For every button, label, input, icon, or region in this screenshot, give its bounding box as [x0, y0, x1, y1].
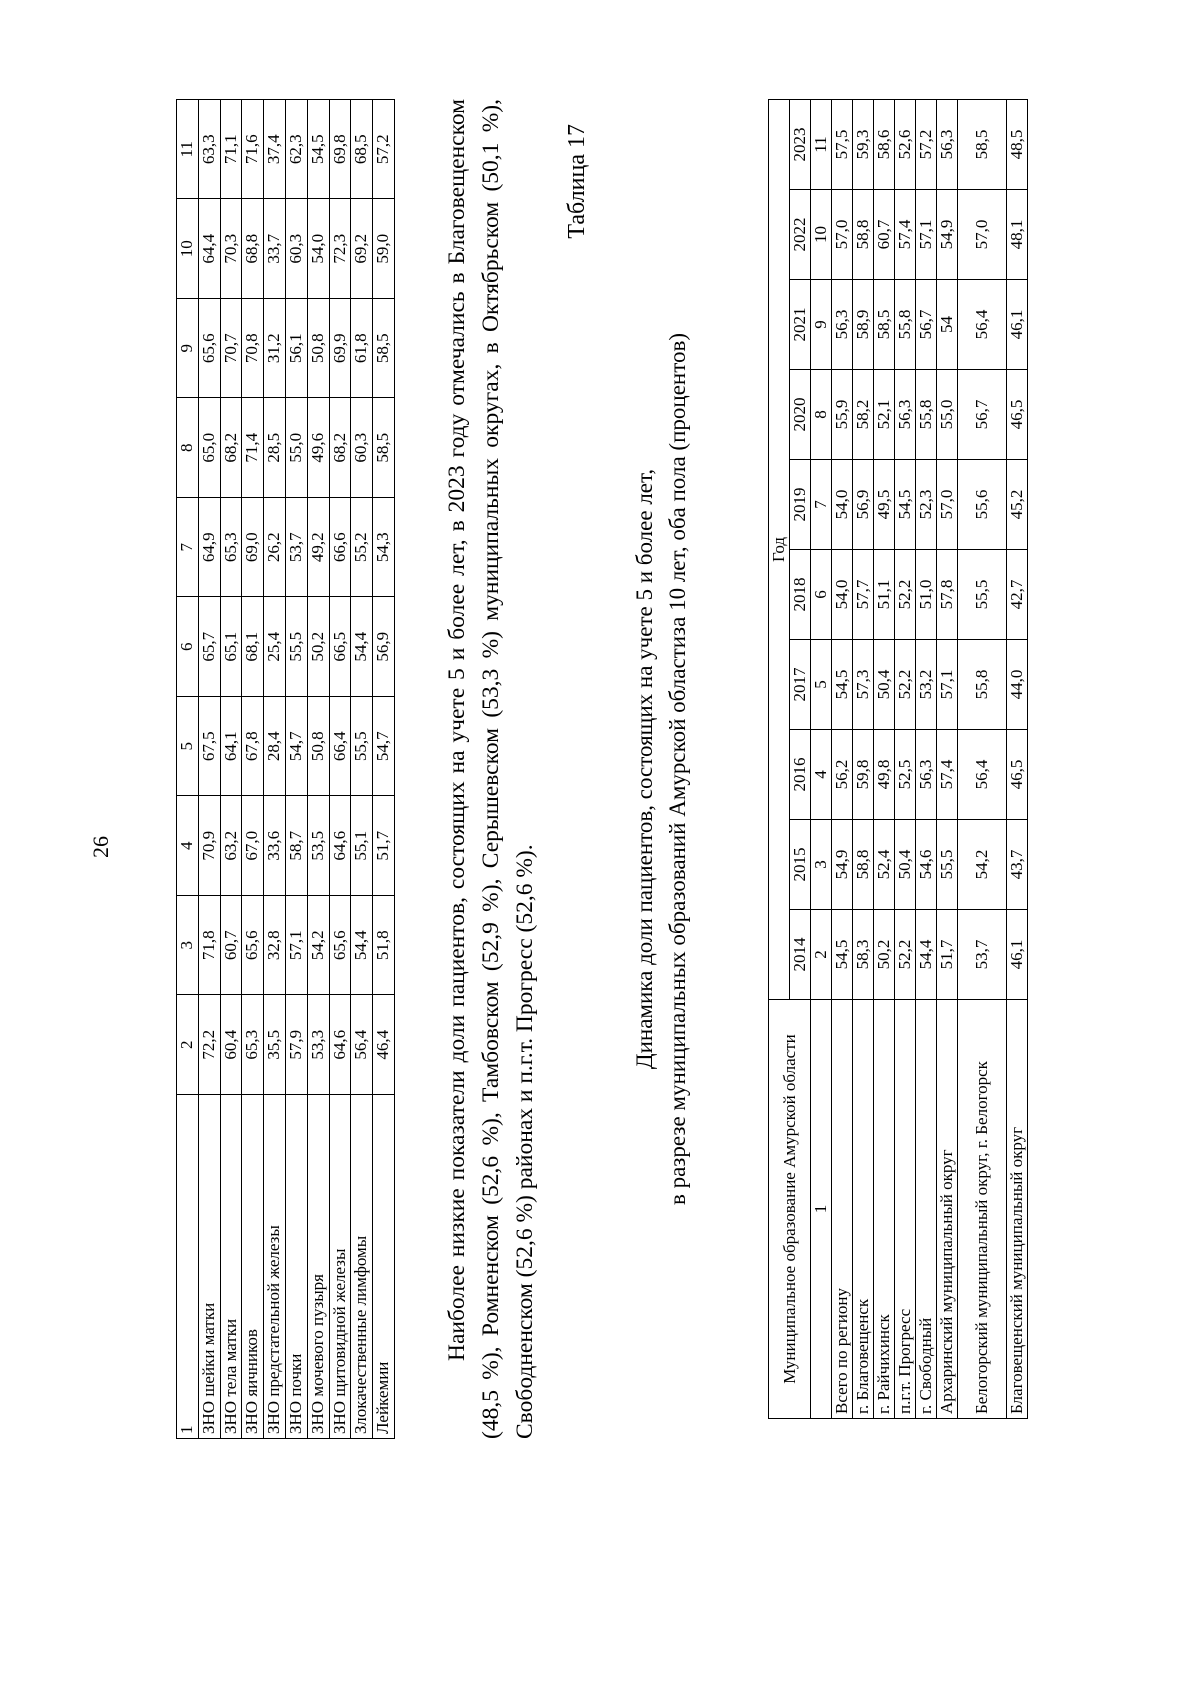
municipality-column-header: Муниципальное образование Амурской области — [769, 1000, 811, 1419]
value-cell: 55,5 — [937, 820, 958, 910]
value-cell: 53,7 — [958, 910, 1007, 1000]
value-cell: 68,8 — [242, 199, 264, 299]
value-cell: 64,9 — [198, 498, 220, 598]
value-cell: 54,7 — [373, 697, 395, 797]
value-cell: 71,1 — [220, 100, 242, 200]
value-cell: 49,5 — [874, 460, 895, 550]
column-number-cell: 10 — [811, 190, 832, 280]
row-label-cell: ЗНО шейки матки — [198, 1095, 220, 1439]
value-cell: 57,0 — [832, 190, 853, 280]
value-cell: 44,0 — [1007, 640, 1028, 730]
value-cell: 65,0 — [198, 398, 220, 498]
table-row — [285, 100, 307, 1439]
value-cell: 54,4 — [351, 597, 373, 697]
value-cell: 45,2 — [1007, 460, 1028, 550]
row-label-cell: ЗНО щитовидной железы — [329, 1095, 351, 1439]
value-cell: 54 — [937, 280, 958, 370]
table-row — [373, 100, 395, 1439]
row-label-cell: Всего по региону — [832, 1000, 853, 1419]
table-row — [351, 100, 373, 1439]
value-cell: 59,8 — [853, 730, 874, 820]
value-cell: 62,3 — [285, 100, 307, 200]
value-cell: 69,2 — [351, 199, 373, 299]
value-cell: 67,8 — [242, 697, 264, 797]
row-label-cell: Белогорский муниципальный округ, г. Белогорск — [958, 1000, 1007, 1419]
oncology-share-table — [176, 99, 395, 1439]
table-title-line-1: Динамика доли пациентов, состоящих на учете 5 и более лет, — [632, 468, 657, 1070]
table-row — [937, 100, 958, 1419]
value-cell: 53,7 — [285, 498, 307, 598]
value-cell: 68,5 — [351, 100, 373, 200]
row-label-cell: Лейкемии — [373, 1095, 395, 1439]
value-cell: 46,1 — [1007, 910, 1028, 1000]
row-label-cell: Благовещенский муниципальный округ — [1007, 1000, 1028, 1419]
column-number-cell: 1 — [811, 1000, 832, 1419]
value-cell: 57,2 — [916, 100, 937, 190]
table-row — [958, 100, 1007, 1419]
column-number-cell: 7 — [811, 460, 832, 550]
value-cell: 52,6 — [895, 100, 916, 190]
value-cell: 67,0 — [242, 796, 264, 896]
value-cell: 54,0 — [832, 550, 853, 640]
value-cell: 33,6 — [264, 796, 286, 896]
value-cell: 50,2 — [874, 910, 895, 1000]
value-cell: 37,4 — [264, 100, 286, 200]
value-cell: 56,7 — [916, 280, 937, 370]
table-row — [832, 100, 853, 1419]
value-cell: 71,4 — [242, 398, 264, 498]
value-cell: 60,3 — [285, 199, 307, 299]
value-cell: 54,6 — [916, 820, 937, 910]
value-cell: 54,4 — [351, 896, 373, 996]
table-row — [242, 100, 264, 1439]
value-cell: 72,2 — [198, 995, 220, 1095]
value-cell: 28,5 — [264, 398, 286, 498]
value-cell: 57,8 — [937, 550, 958, 640]
value-cell: 66,4 — [329, 697, 351, 797]
value-cell: 46,5 — [1007, 370, 1028, 460]
value-cell: 64,6 — [329, 796, 351, 896]
column-number-cell: 11 — [177, 100, 199, 200]
value-cell: 31,2 — [264, 299, 286, 399]
column-number-cell: 4 — [177, 796, 199, 896]
value-cell: 50,4 — [895, 820, 916, 910]
value-cell: 55,5 — [285, 597, 307, 697]
value-cell: 56,9 — [373, 597, 395, 697]
column-number-cell: 2 — [811, 910, 832, 1000]
value-cell: 42,7 — [1007, 550, 1028, 640]
value-cell: 46,1 — [1007, 280, 1028, 370]
row-label-cell: ЗНО почки — [285, 1095, 307, 1439]
table-row — [916, 100, 937, 1419]
value-cell: 56,3 — [895, 370, 916, 460]
value-cell: 68,2 — [220, 398, 242, 498]
value-cell: 56,1 — [285, 299, 307, 399]
value-cell: 52,4 — [874, 820, 895, 910]
value-cell: 49,8 — [874, 730, 895, 820]
value-cell: 56,2 — [832, 730, 853, 820]
value-cell: 51,0 — [916, 550, 937, 640]
value-cell: 51,1 — [874, 550, 895, 640]
row-label-cell: г. Райчихинск — [874, 1000, 895, 1419]
row-label-cell: Злокачественные лимфомы — [351, 1095, 373, 1439]
value-cell: 54,5 — [895, 460, 916, 550]
value-cell: 54,5 — [832, 640, 853, 730]
row-label-cell: ЗНО мочевого пузыря — [307, 1095, 329, 1439]
value-cell: 54,9 — [832, 820, 853, 910]
value-cell: 72,3 — [329, 199, 351, 299]
value-cell: 56,3 — [916, 730, 937, 820]
value-cell: 52,2 — [895, 640, 916, 730]
value-cell: 65,6 — [242, 896, 264, 996]
value-cell: 58,8 — [853, 190, 874, 280]
value-cell: 50,2 — [307, 597, 329, 697]
column-number-cell: 10 — [177, 199, 199, 299]
value-cell: 56,4 — [958, 730, 1007, 820]
value-cell: 64,6 — [329, 995, 351, 1095]
value-cell: 55,8 — [958, 640, 1007, 730]
value-cell: 58,5 — [373, 398, 395, 498]
table-title-line-2: в разрезе муниципальных образований Амурской областиза 10 лет, оба пола (процентов) — [665, 333, 690, 1206]
column-number-cell: 6 — [811, 550, 832, 640]
value-cell: 54,5 — [832, 910, 853, 1000]
column-number-cell: 9 — [177, 299, 199, 399]
table-label: Таблица 17 — [564, 124, 590, 239]
value-cell: 55,8 — [916, 370, 937, 460]
value-cell: 58,5 — [958, 100, 1007, 190]
row-label-cell: г. Благовещенск — [853, 1000, 874, 1419]
year-header-cell: 2021 — [790, 280, 811, 370]
year-header-cell: 2023 — [790, 100, 811, 190]
value-cell: 57,1 — [916, 190, 937, 280]
value-cell: 50,8 — [307, 697, 329, 797]
value-cell: 58,3 — [853, 910, 874, 1000]
value-cell: 48,5 — [1007, 100, 1028, 190]
table-title — [628, 99, 694, 1439]
value-cell: 57,3 — [853, 640, 874, 730]
value-cell: 70,9 — [198, 796, 220, 896]
value-cell: 54,3 — [373, 498, 395, 598]
value-cell: 46,5 — [1007, 730, 1028, 820]
value-cell: 57,0 — [958, 190, 1007, 280]
value-cell: 66,6 — [329, 498, 351, 598]
value-cell: 54,5 — [307, 100, 329, 200]
value-cell: 50,4 — [874, 640, 895, 730]
value-cell: 48,1 — [1007, 190, 1028, 280]
column-number-cell: 6 — [177, 597, 199, 697]
value-cell: 70,8 — [242, 299, 264, 399]
column-number-cell: 9 — [811, 280, 832, 370]
table-row — [198, 100, 220, 1439]
year-header-cell: 2016 — [790, 730, 811, 820]
value-cell: 69,9 — [329, 299, 351, 399]
value-cell: 65,6 — [198, 299, 220, 399]
value-cell: 56,7 — [958, 370, 1007, 460]
page-number: 26 — [88, 836, 113, 858]
value-cell: 56,4 — [958, 280, 1007, 370]
value-cell: 65,6 — [329, 896, 351, 996]
row-label-cell: г. Свободный — [916, 1000, 937, 1419]
table-row — [1007, 100, 1028, 1419]
value-cell: 54,4 — [916, 910, 937, 1000]
value-cell: 71,6 — [242, 100, 264, 200]
body-paragraph — [440, 99, 542, 1439]
value-cell: 61,8 — [351, 299, 373, 399]
table-row — [307, 100, 329, 1439]
paragraph-text: Наиболее низкие показатели доли пациентов, состоящих на учете 5 и более лет, в 2023 году отмечались в Благовещенском (48,5 %), Ромненском (52,6 %), Тамбовском (52,9 %), Серышевском (53,3 %) муниципальных округах, в Октябрьском (50,1 %), Свободненском (52,6 %) районах и п.г.т. Прогресс (52,6 %). — [444, 99, 538, 1439]
column-number-cell: 8 — [177, 398, 199, 498]
value-cell: 54,0 — [307, 199, 329, 299]
value-cell: 55,9 — [832, 370, 853, 460]
column-number-cell: 8 — [811, 370, 832, 460]
column-number-row — [811, 100, 832, 1419]
value-cell: 52,1 — [874, 370, 895, 460]
value-cell: 26,2 — [264, 498, 286, 598]
row-label-cell: п.г.т. Прогресс — [895, 1000, 916, 1419]
table-row — [220, 100, 242, 1439]
column-number-cell: 3 — [177, 896, 199, 996]
value-cell: 43,7 — [1007, 820, 1028, 910]
value-cell: 54,2 — [958, 820, 1007, 910]
column-number-cell: 11 — [811, 100, 832, 190]
value-cell: 55,5 — [958, 550, 1007, 640]
value-cell: 70,7 — [220, 299, 242, 399]
value-cell: 53,3 — [307, 995, 329, 1095]
column-number-cell: 3 — [811, 820, 832, 910]
value-cell: 60,3 — [351, 398, 373, 498]
value-cell: 52,5 — [895, 730, 916, 820]
value-cell: 57,4 — [895, 190, 916, 280]
value-cell: 63,2 — [220, 796, 242, 896]
value-cell: 57,7 — [853, 550, 874, 640]
year-group-header: Год — [769, 100, 790, 1000]
value-cell: 53,2 — [916, 640, 937, 730]
value-cell: 52,2 — [895, 910, 916, 1000]
value-cell: 50,8 — [307, 299, 329, 399]
value-cell: 57,0 — [937, 460, 958, 550]
year-header-cell: 2020 — [790, 370, 811, 460]
column-number-cell: 5 — [177, 697, 199, 797]
year-header-cell: 2017 — [790, 640, 811, 730]
value-cell: 54,7 — [285, 697, 307, 797]
value-cell: 71,8 — [198, 896, 220, 996]
value-cell: 57,2 — [373, 100, 395, 200]
value-cell: 67,5 — [198, 697, 220, 797]
value-cell: 64,4 — [198, 199, 220, 299]
municipal-dynamics-table — [768, 99, 1028, 1419]
value-cell: 53,5 — [307, 796, 329, 896]
value-cell: 55,0 — [285, 398, 307, 498]
value-cell: 49,2 — [307, 498, 329, 598]
table-header-row — [177, 100, 199, 1439]
value-cell: 56,9 — [853, 460, 874, 550]
value-cell: 28,4 — [264, 697, 286, 797]
value-cell: 57,5 — [832, 100, 853, 190]
value-cell: 55,0 — [937, 370, 958, 460]
value-cell: 58,5 — [874, 280, 895, 370]
value-cell: 35,5 — [264, 995, 286, 1095]
value-cell: 59,3 — [853, 100, 874, 190]
year-header-cell: 2014 — [790, 910, 811, 1000]
value-cell: 33,7 — [264, 199, 286, 299]
table-row — [874, 100, 895, 1419]
value-cell: 58,7 — [285, 796, 307, 896]
table-row — [264, 100, 286, 1439]
value-cell: 58,8 — [853, 820, 874, 910]
value-cell: 64,1 — [220, 697, 242, 797]
value-cell: 68,1 — [242, 597, 264, 697]
year-header-cell: 2015 — [790, 820, 811, 910]
year-header-cell: 2019 — [790, 460, 811, 550]
row-label-cell: Архаринский муниципальный округ — [937, 1000, 958, 1419]
value-cell: 54,2 — [307, 896, 329, 996]
year-header-cell: 2018 — [790, 550, 811, 640]
value-cell: 56,3 — [832, 280, 853, 370]
value-cell: 54,0 — [832, 460, 853, 550]
value-cell: 65,7 — [198, 597, 220, 697]
value-cell: 55,5 — [351, 697, 373, 797]
value-cell: 69,8 — [329, 100, 351, 200]
value-cell: 59,0 — [373, 199, 395, 299]
column-number-cell: 5 — [811, 640, 832, 730]
value-cell: 65,3 — [220, 498, 242, 598]
value-cell: 57,9 — [285, 995, 307, 1095]
value-cell: 65,1 — [220, 597, 242, 697]
table-header-row — [769, 100, 790, 1419]
value-cell: 60,4 — [220, 995, 242, 1095]
value-cell: 58,9 — [853, 280, 874, 370]
column-number-cell: 1 — [177, 1095, 199, 1439]
value-cell: 51,7 — [373, 796, 395, 896]
value-cell: 60,7 — [874, 190, 895, 280]
value-cell: 51,8 — [373, 896, 395, 996]
value-cell: 57,1 — [937, 640, 958, 730]
value-cell: 54,9 — [937, 190, 958, 280]
value-cell: 55,2 — [351, 498, 373, 598]
value-cell: 58,6 — [874, 100, 895, 190]
value-cell: 56,4 — [351, 995, 373, 1095]
column-number-cell: 7 — [177, 498, 199, 598]
value-cell: 52,2 — [895, 550, 916, 640]
value-cell: 46,4 — [373, 995, 395, 1095]
value-cell: 66,5 — [329, 597, 351, 697]
value-cell: 68,2 — [329, 398, 351, 498]
value-cell: 65,3 — [242, 995, 264, 1095]
value-cell: 58,2 — [853, 370, 874, 460]
value-cell: 55,8 — [895, 280, 916, 370]
value-cell: 56,3 — [937, 100, 958, 190]
value-cell: 57,4 — [937, 730, 958, 820]
value-cell: 63,3 — [198, 100, 220, 200]
column-number-cell: 4 — [811, 730, 832, 820]
value-cell: 69,0 — [242, 498, 264, 598]
value-cell: 70,3 — [220, 199, 242, 299]
value-cell: 60,7 — [220, 896, 242, 996]
value-cell: 52,3 — [916, 460, 937, 550]
table-row — [895, 100, 916, 1419]
value-cell: 55,6 — [958, 460, 1007, 550]
value-cell: 32,8 — [264, 896, 286, 996]
value-cell: 58,5 — [373, 299, 395, 399]
value-cell: 25,4 — [264, 597, 286, 697]
row-label-cell: ЗНО яичников — [242, 1095, 264, 1439]
row-label-cell: ЗНО предстательной железы — [264, 1095, 286, 1439]
table-row — [329, 100, 351, 1439]
value-cell: 51,7 — [937, 910, 958, 1000]
value-cell: 57,1 — [285, 896, 307, 996]
value-cell: 49,6 — [307, 398, 329, 498]
column-number-cell: 2 — [177, 995, 199, 1095]
year-header-cell: 2022 — [790, 190, 811, 280]
row-label-cell: ЗНО тела матки — [220, 1095, 242, 1439]
value-cell: 55,1 — [351, 796, 373, 896]
table-row — [853, 100, 874, 1419]
